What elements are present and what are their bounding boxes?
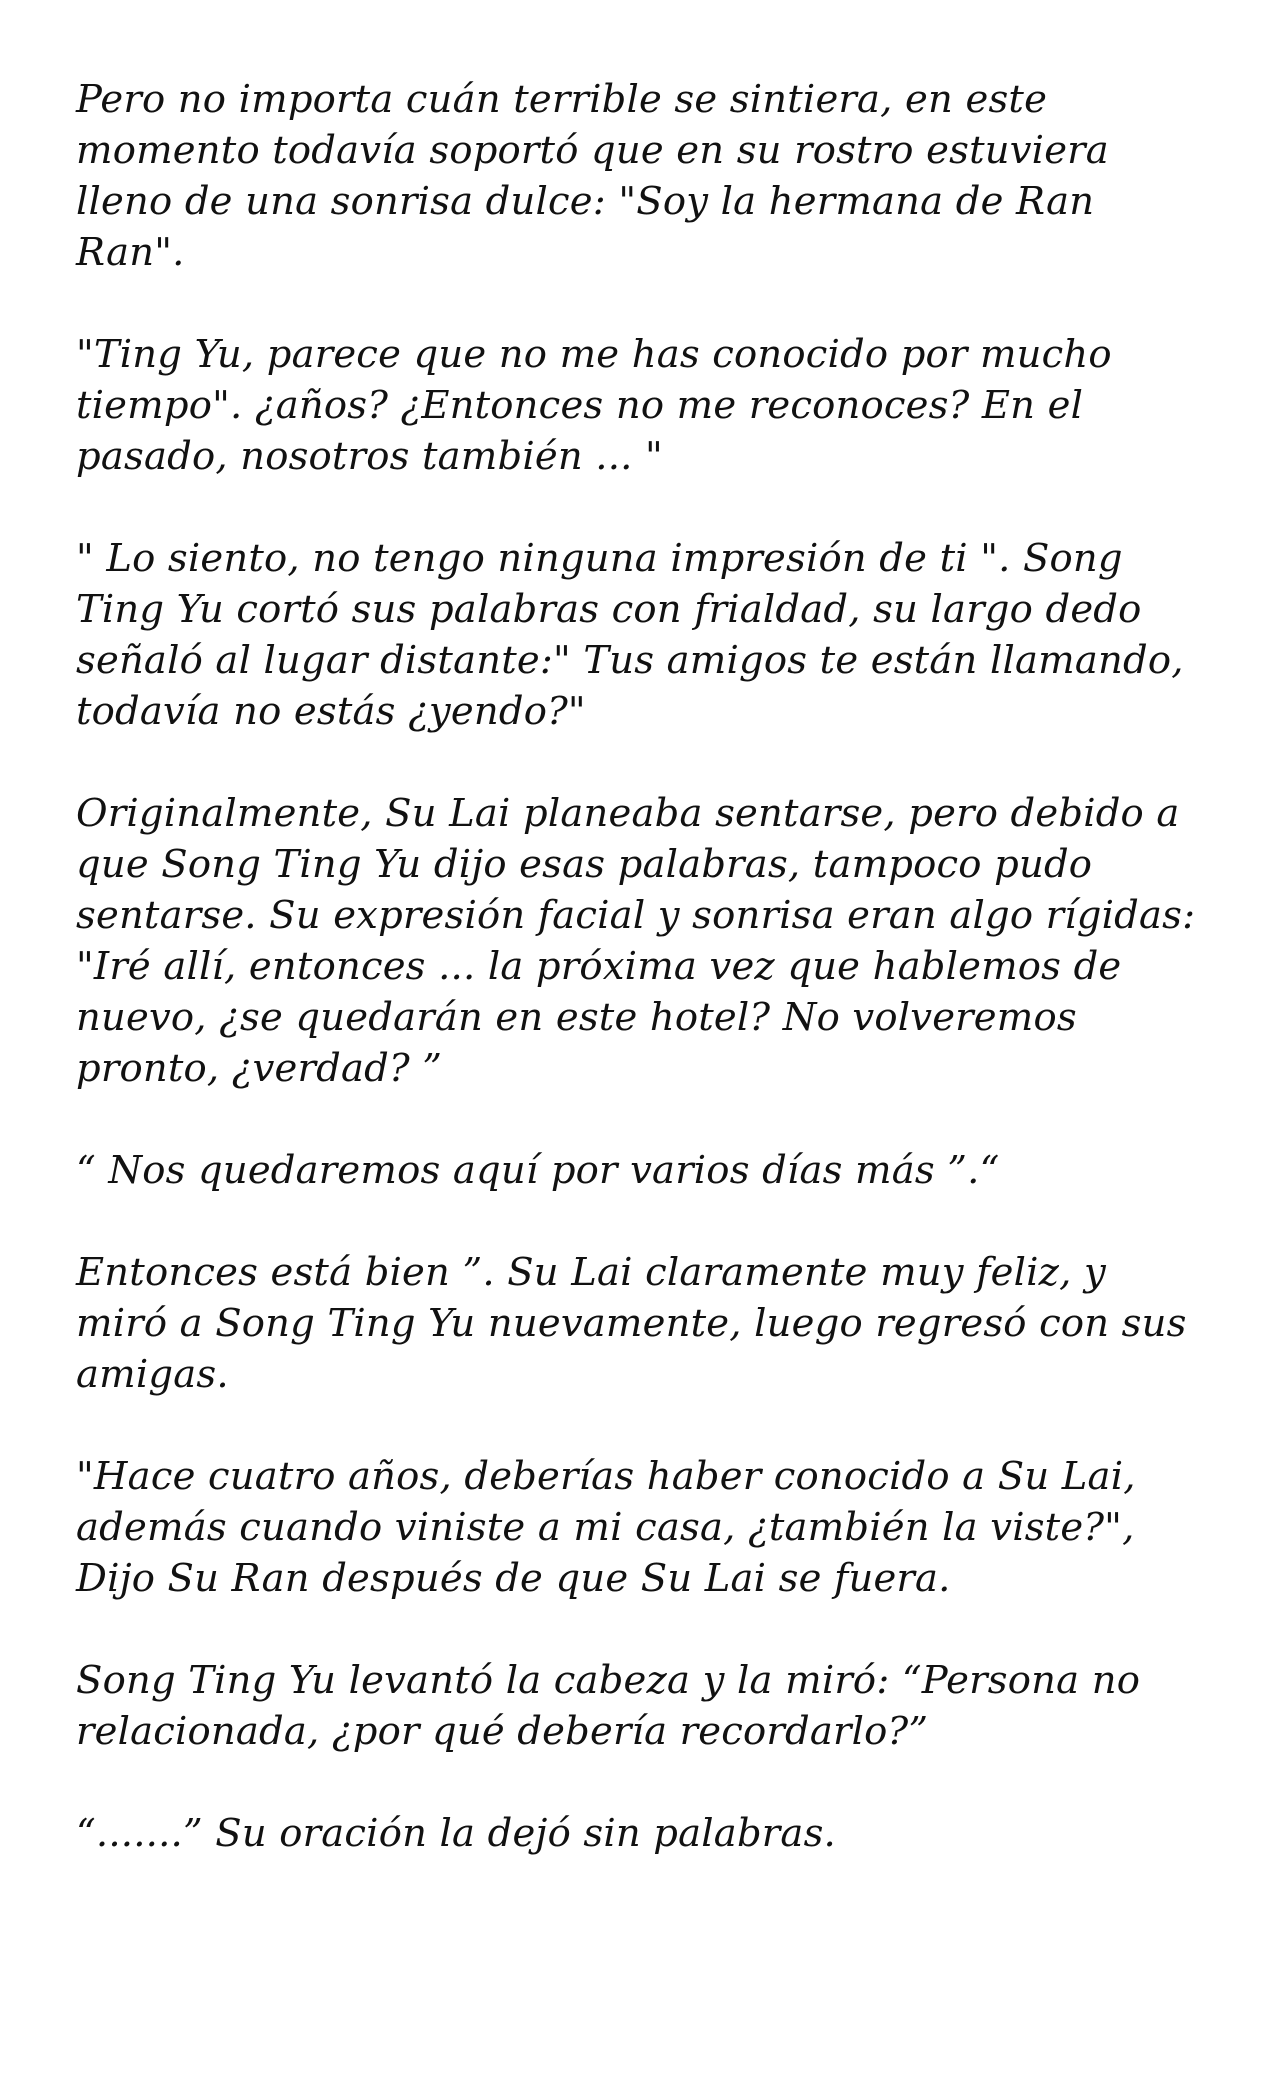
paragraph-8: Song Ting Yu levantó la cabeza y la miró: “Persona no relacionada, ¿por qué debería recordarlo?” — [76, 1658, 1141, 1754]
paragraph-2: "Ting Yu, parece que no me has conocido por mucho tiempo". ¿años? ¿Entonces no me reconoces? En el pasado, nosotros también ... " — [76, 332, 1112, 479]
paragraph-6: Entonces está bien ”. Su Lai claramente muy feliz, y miró a Song Ting Yu nuevamente, luego regresó con sus amigas. — [76, 1250, 1187, 1397]
document-page — [76, 74, 1206, 1859]
paragraph-5: “ Nos quedaremos aquí por varios días más ”.“ — [76, 1148, 1000, 1193]
paragraph-7: "Hace cuatro años, deberías haber conocido a Su Lai, además cuando viniste a mi casa, ¿también la viste?", Dijo Su Ran después de que Su Lai se fuera. — [76, 1454, 1136, 1601]
paragraph-4: Originalmente, Su Lai planeaba sentarse, pero debido a que Song Ting Yu dijo esas palabras, tampoco pudo sentarse. Su expresión facial y sonrisa eran algo rígidas: "Iré allí, entonces ... la próxima vez que hablemos de nuevo, ¿se quedarán en este hotel? No volveremos pronto, ¿verdad? ” — [76, 791, 1196, 1091]
paragraph-9: “.......” Su oración la dejó sin palabras. — [76, 1811, 836, 1856]
paragraph-3: " Lo siento, no tengo ninguna impresión de ti ". Song Ting Yu cortó sus palabras con frialdad, su largo dedo señaló al lugar distante:" Tus amigos te están llamando, todavía no estás ¿yendo?" — [76, 536, 1184, 734]
paragraph-1: Pero no importa cuán terrible se sintiera, en este momento todavía soportó que en su rostro estuviera lleno de una sonrisa dulce: "Soy la hermana de Ran Ran". — [76, 77, 1109, 275]
